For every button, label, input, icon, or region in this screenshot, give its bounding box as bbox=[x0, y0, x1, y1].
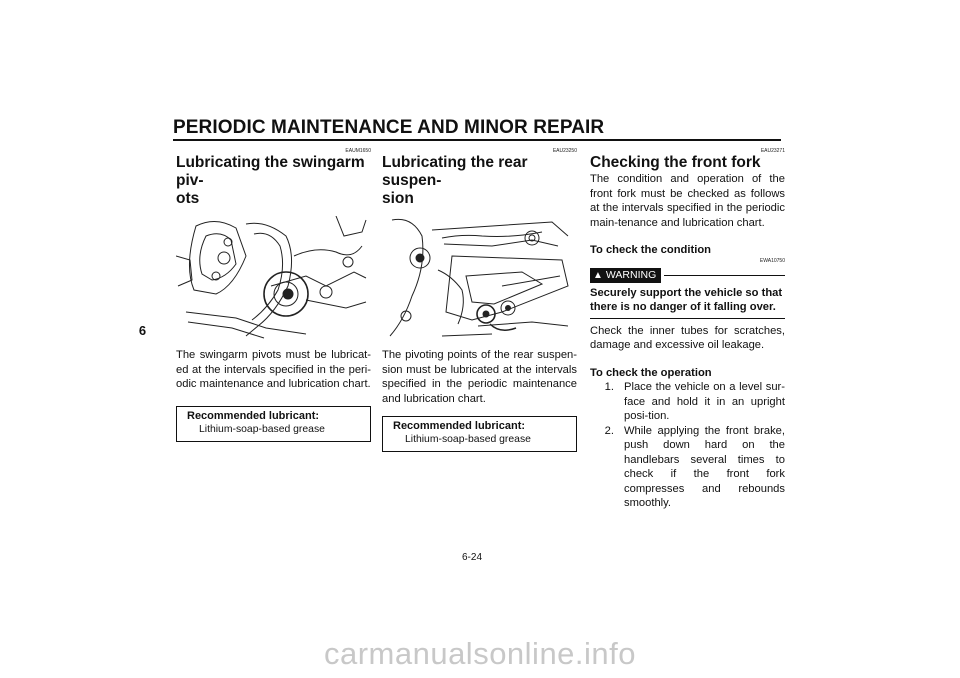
section-title: Lubricating the swingarm piv- ots bbox=[176, 154, 365, 207]
lubricant-box bbox=[176, 406, 371, 442]
warning-text: Securely support the vehicle so that there is no danger of it falling over. bbox=[590, 286, 783, 313]
header-rule bbox=[173, 139, 781, 141]
list-item bbox=[590, 380, 785, 424]
section-swingarm bbox=[176, 148, 371, 442]
rear-suspension-illustration bbox=[382, 216, 575, 340]
section-code: EAU23250 bbox=[552, 148, 577, 154]
swingarm-pivot-illustration bbox=[176, 216, 369, 340]
warning-badge bbox=[590, 268, 661, 283]
condition-heading: To check the condition bbox=[590, 244, 711, 256]
section-title: Lubricating the rear suspen- sion bbox=[382, 154, 528, 207]
operation-heading: To check the operation bbox=[590, 366, 712, 379]
chapter-tab: 6 bbox=[138, 323, 147, 338]
operation-steps bbox=[590, 380, 785, 511]
lubricant-value: Lithium-soap-based grease bbox=[405, 434, 531, 445]
watermark: carmanualsonline.info bbox=[323, 636, 637, 671]
step-text: Place the vehicle on a level sur-face and hold it in an upright posi-tion. bbox=[624, 381, 785, 422]
lubricant-label: Recommended lubricant: bbox=[187, 409, 320, 422]
lubricant-value: Lithium-soap-based grease bbox=[199, 423, 325, 435]
warning-triangle-icon: ▲ bbox=[593, 270, 603, 281]
step-number: 1. bbox=[604, 381, 614, 393]
warning-header bbox=[590, 268, 785, 284]
warning-rule bbox=[664, 275, 785, 276]
step-number: 2. bbox=[604, 424, 614, 437]
warning-bottom-rule bbox=[590, 318, 785, 319]
page-number: 6-24 bbox=[462, 552, 483, 563]
section-front-fork bbox=[590, 148, 785, 511]
section-title: Checking the front fork bbox=[590, 154, 761, 171]
section-body: The swingarm pivots must be lubricat-ed at the intervals specified in the peri-odic maintenance and lubrication chart. bbox=[176, 349, 371, 390]
section-body: The pivoting points of the rear suspen-sion must be lubricated at the intervals specified in the periodic maintenance and lubrication chart. bbox=[382, 349, 577, 405]
warning-code: EWA10750 bbox=[759, 257, 785, 264]
list-item bbox=[590, 424, 785, 511]
section-code: EAUM1650 bbox=[345, 148, 371, 154]
section-code: EAU23271 bbox=[760, 148, 785, 154]
warning-label: WARNING bbox=[605, 269, 657, 281]
section-rear-suspension bbox=[382, 148, 577, 452]
lubricant-box bbox=[382, 416, 577, 452]
step-text: While applying the front brake, push down hard on the handlebars several times to check if the front fork compresses and rebounds smoothly. bbox=[624, 424, 785, 509]
condition-body: Check the inner tubes for scratches, damage and excessive oil leakage. bbox=[590, 324, 785, 351]
page-header-title: PERIODIC MAINTENANCE AND MINOR REPAIR bbox=[173, 117, 605, 138]
section-intro: The condition and operation of the front fork must be checked as follows at the intervals specified in the periodic main-tenance and lubrication chart. bbox=[590, 173, 785, 229]
lubricant-label: Recommended lubricant: bbox=[393, 420, 526, 432]
